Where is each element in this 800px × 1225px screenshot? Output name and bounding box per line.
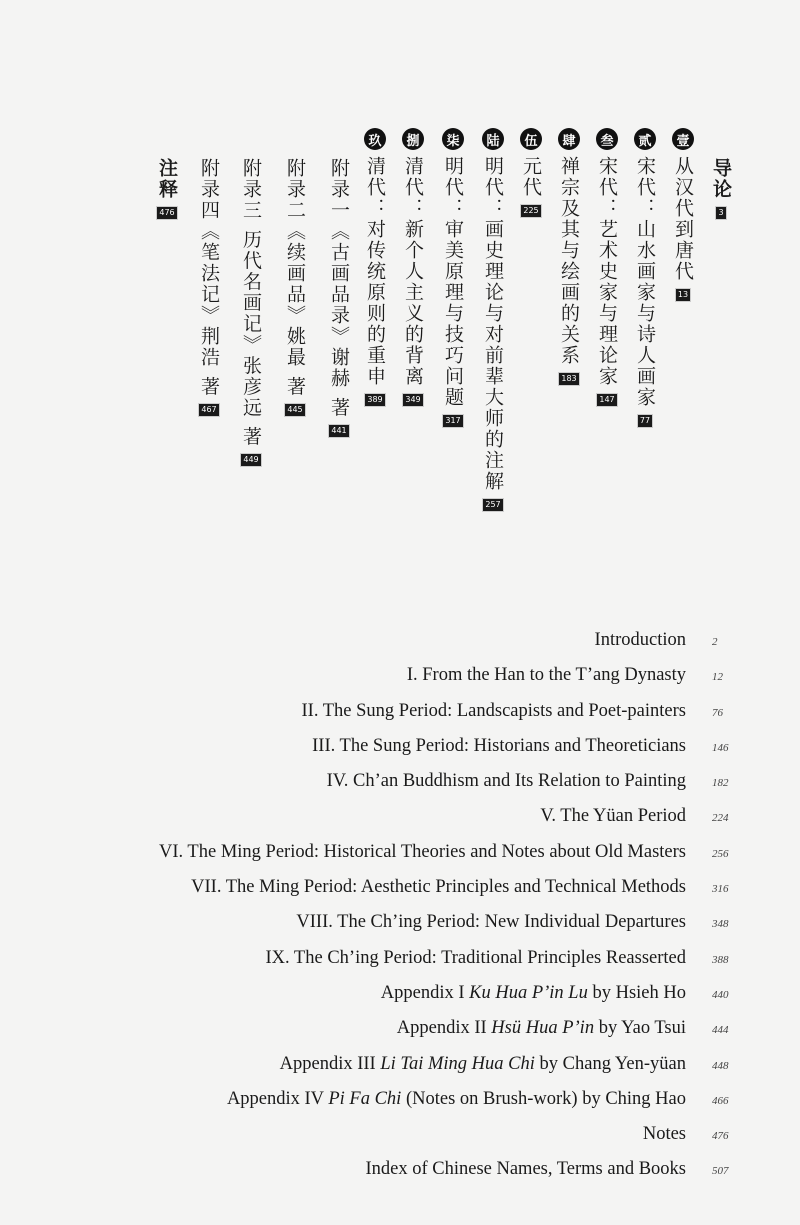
zh-toc-entry-title: 清代：对传统原则的重申 <box>364 156 386 387</box>
english-table-of-contents <box>0 625 800 1190</box>
zh-toc-page-number: 449 <box>240 453 261 467</box>
zh-toc-entry-title: 宋代：山水画家与诗人画家 <box>634 156 656 408</box>
en-toc-page-number: 316 <box>712 883 729 896</box>
en-toc-page-number: 466 <box>712 1094 729 1107</box>
chapter-number-badge: 叁 <box>596 128 618 150</box>
chapter-number-badge: 陆 <box>482 128 504 150</box>
zh-toc-entry-appendix-4[interactable] <box>196 158 222 417</box>
zh-toc-entry-notes[interactable] <box>154 158 180 220</box>
en-toc-page-number: 12 <box>712 671 723 684</box>
zh-toc-page-number: 147 <box>596 393 617 407</box>
zh-toc-entry-title: 导论 <box>710 158 732 200</box>
zh-toc-page-number: 476 <box>156 206 177 220</box>
en-toc-entry-chapter-1[interactable] <box>0 660 800 695</box>
en-toc-entry-chapter-3[interactable] <box>0 731 800 766</box>
zh-toc-page-number: 183 <box>558 372 579 386</box>
en-toc-entry-title: Appendix IV Pi Fa Chi (Notes on Brush-work) by Ching Hao <box>226 1088 686 1109</box>
en-toc-entry-chapter-5[interactable] <box>0 801 800 836</box>
en-toc-entry-appendix-2[interactable] <box>0 1013 800 1048</box>
en-toc-entry-chapter-8[interactable] <box>0 907 800 942</box>
zh-toc-page-number: 3 <box>715 206 726 220</box>
en-toc-entry-appendix-3[interactable] <box>0 1049 800 1084</box>
zh-toc-entry-title: 明代：审美原理与技巧问题 <box>442 156 464 408</box>
en-toc-entry-title: Index of Chinese Names, Terms and Books <box>365 1159 686 1180</box>
chapter-number-badge: 伍 <box>520 128 542 150</box>
zh-toc-page-number: 317 <box>442 414 463 428</box>
en-toc-entry-title: VIII. The Ch’ing Period: New Individual Departures <box>296 912 686 933</box>
en-toc-page-number: 224 <box>712 812 729 825</box>
zh-toc-page-number: 225 <box>520 204 541 218</box>
chapter-number-badge: 柒 <box>442 128 464 150</box>
chapter-number-badge: 肆 <box>558 128 580 150</box>
en-toc-page-number: 348 <box>712 918 729 931</box>
zh-toc-entry-chapter-5[interactable] <box>518 128 544 218</box>
en-toc-entry-chapter-7[interactable] <box>0 872 800 907</box>
en-toc-page-number: 146 <box>712 741 729 754</box>
en-toc-page-number: 476 <box>712 1130 729 1143</box>
zh-toc-entry-appendix-2[interactable] <box>282 158 308 417</box>
zh-toc-entry-title: 禅宗及其与绘画的关系 <box>558 156 580 366</box>
zh-toc-entry-title: 附录一《古画品录》谢赫 著 <box>328 158 350 419</box>
zh-toc-entry-appendix-3[interactable] <box>238 158 264 467</box>
en-toc-page-number: 507 <box>712 1165 729 1178</box>
en-toc-entry-index[interactable] <box>0 1154 800 1189</box>
en-toc-entry-title: Appendix I Ku Hua P’in Lu by Hsieh Ho <box>380 982 686 1003</box>
zh-toc-page-number: 13 <box>675 288 691 302</box>
zh-toc-entry-appendix-1[interactable] <box>326 158 352 438</box>
chinese-table-of-contents <box>0 0 800 560</box>
zh-toc-page-number: 257 <box>482 498 503 512</box>
en-toc-entry-introduction[interactable] <box>0 625 800 660</box>
zh-toc-entry-chapter-4[interactable] <box>556 128 582 386</box>
zh-toc-entry-chapter-7[interactable] <box>440 128 466 428</box>
en-toc-page-number: 388 <box>712 953 729 966</box>
zh-toc-entry-chapter-9[interactable] <box>362 128 388 407</box>
en-toc-entry-title: Appendix II Hsü Hua P’in by Yao Tsui <box>396 1018 686 1039</box>
en-toc-entry-title: III. The Sung Period: Historians and Theoreticians <box>312 735 686 756</box>
en-toc-entry-title: Introduction <box>594 630 686 650</box>
zh-toc-entry-title: 附录四《笔法记》荆浩 著 <box>198 158 220 398</box>
en-toc-entry-notes[interactable] <box>0 1119 800 1154</box>
zh-toc-page-number: 389 <box>364 393 385 407</box>
chapter-number-badge: 玖 <box>364 128 386 150</box>
zh-toc-entry-title: 元代 <box>520 156 542 198</box>
zh-toc-page-number: 77 <box>637 414 653 428</box>
chapter-number-badge: 壹 <box>672 128 694 150</box>
en-toc-entry-chapter-6[interactable] <box>0 837 800 872</box>
en-toc-entry-title: V. The Yüan Period <box>540 806 686 827</box>
en-toc-page-number: 440 <box>712 988 729 1001</box>
zh-toc-entry-title: 明代：画史理论与对前辈大师的注解 <box>482 156 504 492</box>
en-toc-entry-chapter-9[interactable] <box>0 943 800 978</box>
chapter-number-badge: 捌 <box>402 128 424 150</box>
en-toc-entry-title: II. The Sung Period: Landscapists and Poet-painters <box>301 700 686 721</box>
en-toc-page-number: 256 <box>712 847 729 860</box>
en-toc-entry-title: Appendix III Li Tai Ming Hua Chi by Chang Yen-yüan <box>279 1053 686 1074</box>
en-toc-entry-title: Notes <box>642 1124 686 1145</box>
zh-toc-page-number: 349 <box>402 393 423 407</box>
en-toc-page-number: 182 <box>712 777 729 790</box>
en-toc-page-number: 2 <box>712 636 718 648</box>
zh-toc-entry-title: 清代：新个人主义的背离 <box>402 156 424 387</box>
zh-toc-entry-chapter-8[interactable] <box>400 128 426 407</box>
en-toc-entry-appendix-1[interactable] <box>0 978 800 1013</box>
zh-toc-entry-chapter-2[interactable] <box>632 128 658 428</box>
zh-toc-entry-title: 宋代：艺术史家与理论家 <box>596 156 618 387</box>
zh-toc-entry-title: 附录二《续画品》姚最 著 <box>284 158 306 398</box>
zh-toc-entry-title: 从汉代到唐代 <box>672 156 694 282</box>
zh-toc-page-number: 441 <box>328 424 349 438</box>
en-toc-entry-title: VI. The Ming Period: Historical Theories and Notes about Old Masters <box>159 841 686 862</box>
zh-toc-entry-chapter-1[interactable] <box>670 128 696 302</box>
zh-toc-page-number: 445 <box>284 403 305 417</box>
zh-toc-entry-introduction[interactable] <box>708 158 734 220</box>
en-toc-entry-title: IX. The Ch’ing Period: Traditional Principles Reasserted <box>265 947 686 968</box>
zh-toc-page-number: 467 <box>198 403 219 417</box>
en-toc-entry-appendix-4[interactable] <box>0 1084 800 1119</box>
chapter-number-badge: 贰 <box>634 128 656 150</box>
en-toc-entry-chapter-2[interactable] <box>0 696 800 731</box>
en-toc-entry-chapter-4[interactable] <box>0 766 800 801</box>
en-toc-entry-title: IV. Ch’an Buddhism and Its Relation to Painting <box>326 771 686 792</box>
en-toc-entry-title: VII. The Ming Period: Aesthetic Principles and Technical Methods <box>191 877 686 898</box>
zh-toc-entry-title: 附录三 历代名画记》张彦远 著 <box>240 158 262 448</box>
zh-toc-entry-title: 注释 <box>156 158 178 200</box>
zh-toc-entry-chapter-6[interactable] <box>480 128 506 512</box>
zh-toc-entry-chapter-3[interactable] <box>594 128 620 407</box>
en-toc-page-number: 448 <box>712 1059 729 1072</box>
en-toc-page-number: 76 <box>712 706 723 719</box>
en-toc-entry-title: I. From the Han to the T’ang Dynasty <box>406 665 686 686</box>
en-toc-page-number: 444 <box>712 1024 729 1037</box>
